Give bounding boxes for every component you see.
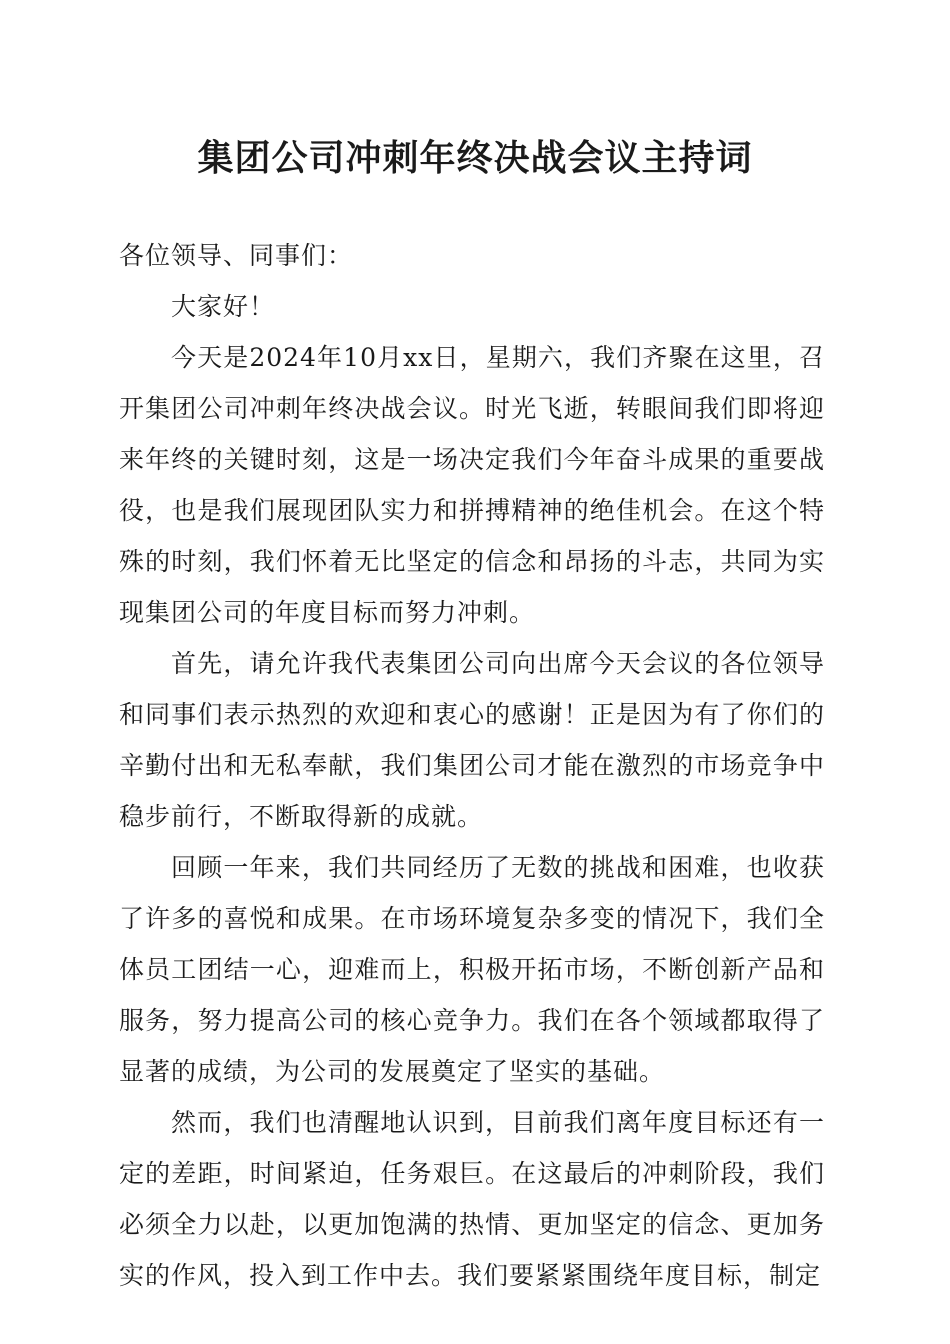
salutation: 各位领导、同事们： (119, 241, 354, 270)
document-body (119, 230, 825, 1301)
paragraph-welcome: 首先，请允许我代表集团公司向出席今天会议的各位领导和同事们表示热烈的欢迎和衷心的感谢！正是因为有了你们的辛勤付出和无私奉献，我们集团公司才能在激烈的市场竞争中稳步前行，不断取得新的成就。 (119, 649, 825, 831)
paragraph-review: 回顾一年来，我们共同经历了无数的挑战和困难，也收获了许多的喜悦和成果。在市场环境复杂多变的情况下，我们全体员工团结一心，迎难而上，积极开拓市场，不断创新产品和服务，努力提高公司的核心竞争力。我们在各个领域都取得了显著的成绩，为公司的发展奠定了坚实的基础。 (119, 853, 825, 1086)
paragraph-challenge: 然而，我们也清醒地认识到，目前我们离年度目标还有一定的差距，时间紧迫，任务艰巨。在这最后的冲刺阶段，我们必须全力以赴，以更加饱满的热情、更加坚定的信念、更加务实的作风，投入到工作中去。我们要紧紧围绕年度目标，制定 (119, 1108, 825, 1290)
document-title: 集团公司冲刺年终决战会议主持词 (197, 137, 753, 179)
paragraph-opening: 今天是2024年10月xx日，星期六，我们齐聚在这里，召开集团公司冲刺年终决战会议。时光飞逝，转眼间我们即将迎来年终的关键时刻，这是一场决定我们今年奋斗成果的重要战役，也是我们展现团队实力和拼搏精神的绝佳机会。在这个特殊的时刻，我们怀着无比坚定的信念和昂扬的斗志，共同为实现集团公司的年度目标而努力冲刺。 (119, 343, 825, 627)
paragraph-greeting: 大家好！ (171, 292, 276, 321)
